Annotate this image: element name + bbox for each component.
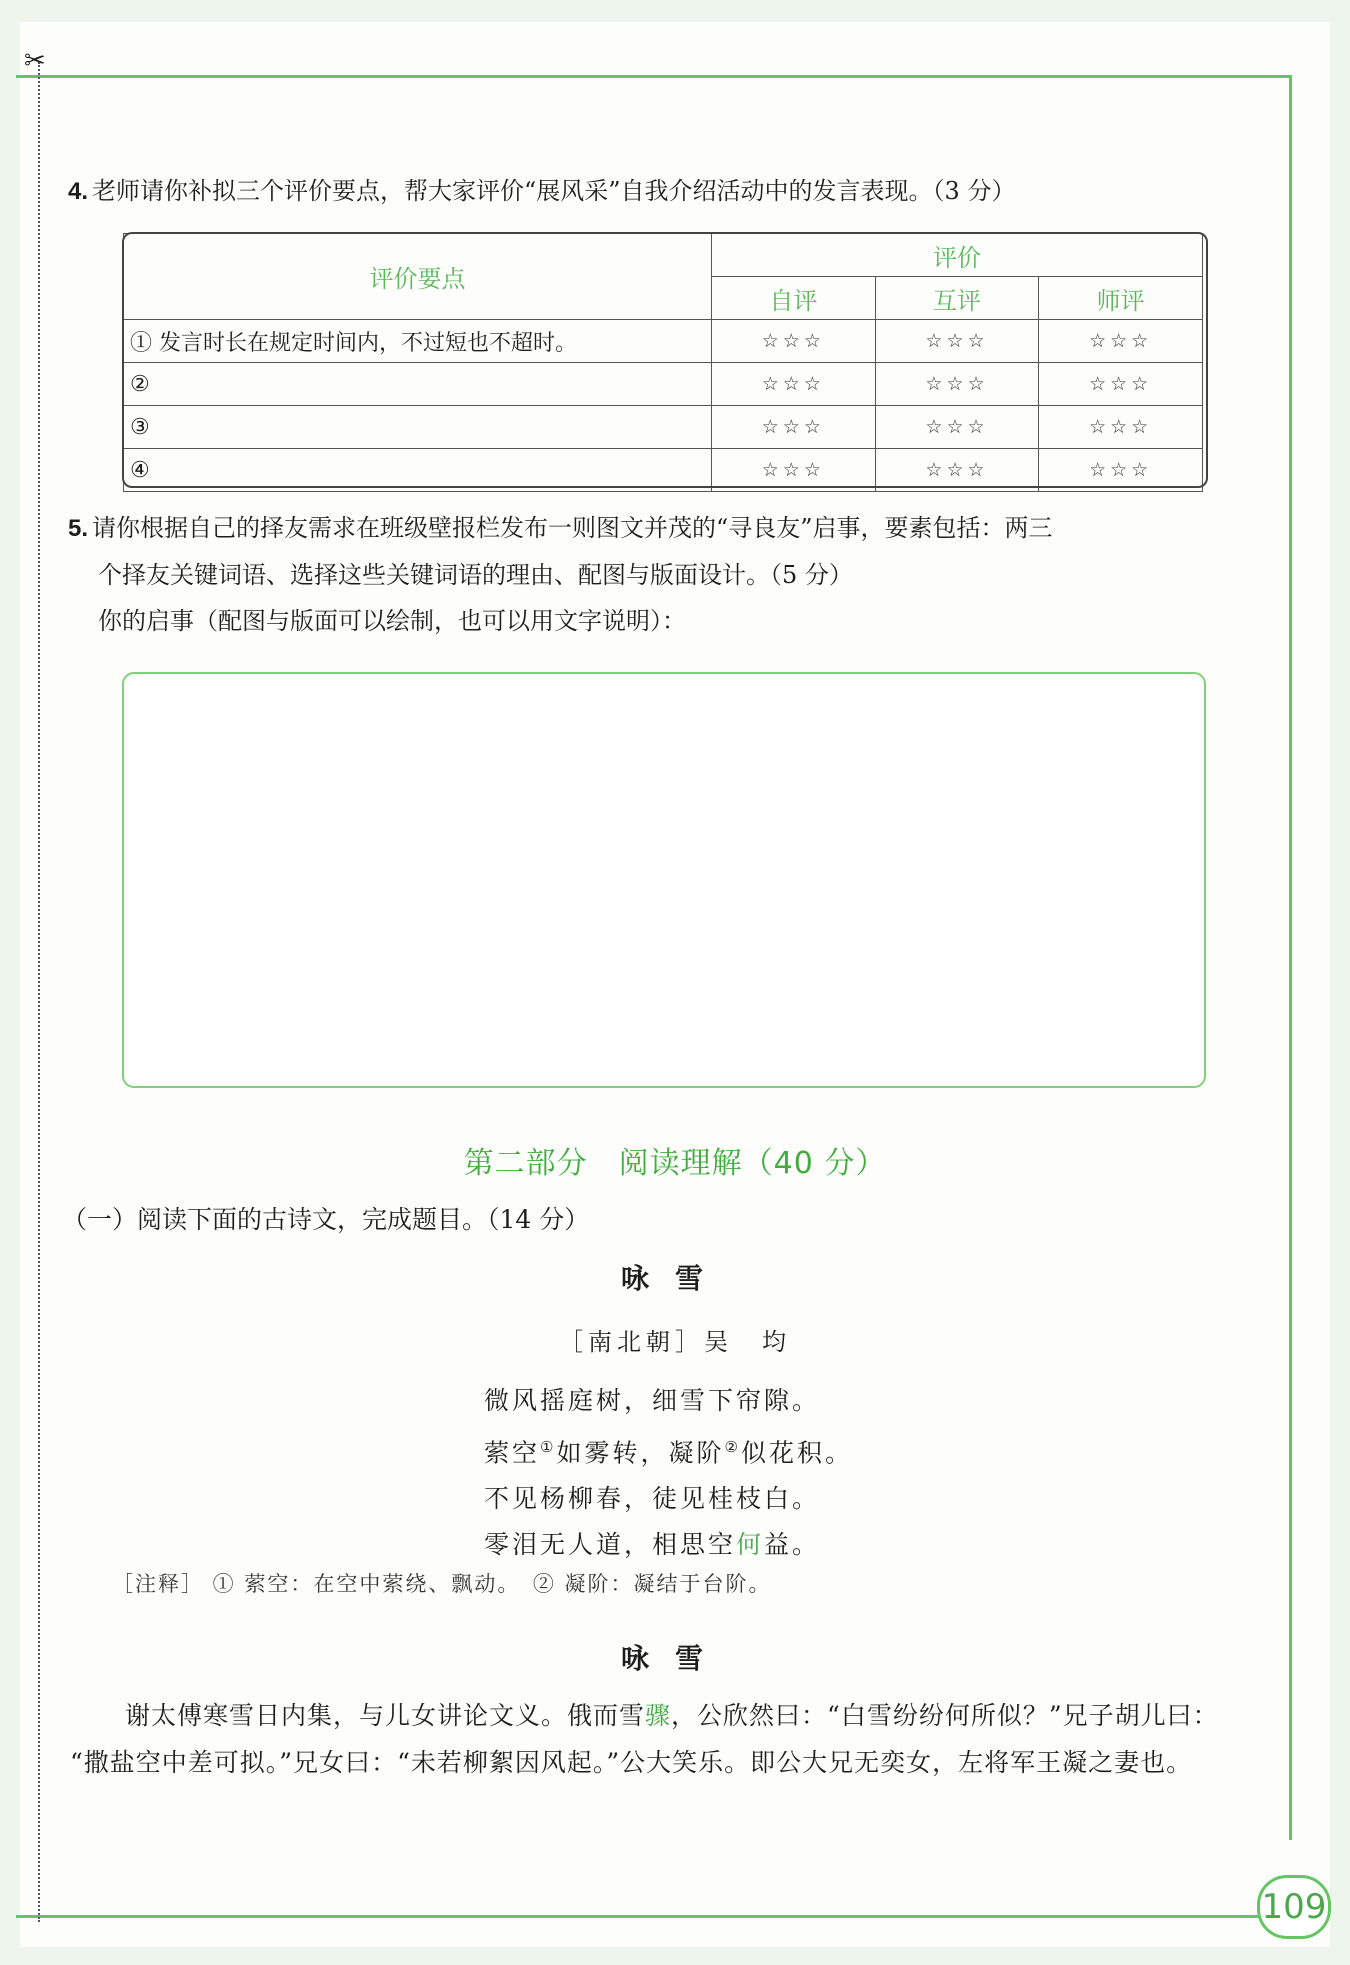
table-row bbox=[124, 320, 1203, 363]
star-rating[interactable]: ☆☆☆ bbox=[875, 320, 1039, 363]
section-title: 第二部分 阅读理解（40 分） bbox=[463, 1146, 887, 1181]
poem-body bbox=[484, 1378, 853, 1568]
star-rating[interactable]: ☆☆☆ bbox=[712, 406, 876, 449]
eval-point-cell[interactable]: ② bbox=[124, 363, 712, 406]
star-rating[interactable]: ☆☆☆ bbox=[1039, 449, 1203, 492]
question-text-line2: 个择友关键词语、选择这些关键词语的理由、配图与版面设计。（5 分） bbox=[98, 561, 853, 589]
header-self: 自评 bbox=[712, 277, 876, 320]
eval-point-cell[interactable]: ④ bbox=[124, 449, 712, 492]
header-eval: 评价 bbox=[712, 234, 1203, 277]
poem-line: 零泪无人道，相思空何益。 bbox=[484, 1530, 821, 1560]
eval-point-cell[interactable]: ① 发言时长在规定时间内，不过短也不超时。 bbox=[124, 320, 712, 363]
star-rating[interactable]: ☆☆☆ bbox=[1039, 406, 1203, 449]
frame-top-line bbox=[16, 75, 1292, 78]
frame-bottom-line bbox=[16, 1915, 1316, 1918]
frame-right-line bbox=[1289, 75, 1292, 1840]
scissors-icon: ✂ bbox=[24, 46, 46, 76]
poem-annotation: ［注释］ ① 萦空：在空中萦绕、飘动。 ② 凝阶：凝结于台阶。 bbox=[112, 1572, 772, 1596]
prose-title: 咏雪 bbox=[620, 1642, 729, 1675]
table-row bbox=[124, 406, 1203, 449]
header-teacher: 师评 bbox=[1039, 277, 1203, 320]
notice-answer-box[interactable] bbox=[122, 672, 1206, 1088]
header-peer: 互评 bbox=[875, 277, 1039, 320]
question-5 bbox=[68, 505, 1053, 644]
question-number: 5. bbox=[68, 515, 89, 542]
poem-line: 不见杨柳春，徒见桂枝白。 bbox=[484, 1484, 821, 1514]
star-rating[interactable]: ☆☆☆ bbox=[875, 406, 1039, 449]
evaluation-table bbox=[123, 233, 1203, 492]
question-text: 老师请你补拟三个评价要点，帮大家评价“展风采”自我介绍活动中的发言表现。（3 分） bbox=[92, 177, 1016, 205]
poem-line: 萦空①如雾转，凝阶②似花积。 bbox=[484, 1438, 853, 1468]
table-row bbox=[124, 363, 1203, 406]
star-rating[interactable]: ☆☆☆ bbox=[1039, 363, 1203, 406]
highlighted-char: 何 bbox=[736, 1530, 765, 1560]
prose-line: “撒盐空中差可拟。”兄女曰：“未若柳絮因风起。”公大笑乐。即公大兄无奕女，左将军王凝之妻也。 bbox=[70, 1748, 1193, 1777]
star-rating[interactable]: ☆☆☆ bbox=[712, 320, 876, 363]
star-rating[interactable]: ☆☆☆ bbox=[875, 363, 1039, 406]
table-row bbox=[124, 449, 1203, 492]
question-text-line1: 请你根据自己的择友需求在班级壁报栏发布一则图文并茂的“寻良友”启事，要素包括：两三 bbox=[92, 514, 1053, 542]
poem-author: ［南北朝］吴 均 bbox=[559, 1328, 791, 1356]
prose-line: 谢太傅寒雪日内集，与儿女讲论文义。俄而雪骤，公欣然曰：“白雪纷纷何所似？”兄子胡儿曰： bbox=[125, 1701, 1219, 1730]
star-rating[interactable]: ☆☆☆ bbox=[712, 363, 876, 406]
poem-line: 微风摇庭树，细雪下帘隙。 bbox=[484, 1386, 821, 1415]
star-rating[interactable]: ☆☆☆ bbox=[875, 449, 1039, 492]
star-rating[interactable]: ☆☆☆ bbox=[712, 449, 876, 492]
question-text-line3: 你的启事（配图与版面可以绘制，也可以用文字说明）： bbox=[98, 607, 686, 635]
footnote-marker: ② bbox=[724, 1438, 741, 1456]
highlighted-char: 骤 bbox=[645, 1701, 672, 1730]
page-number: 109 bbox=[1257, 1875, 1331, 1939]
question-4 bbox=[68, 168, 1015, 215]
footnote-marker: ① bbox=[540, 1438, 557, 1456]
question-number: 4. bbox=[68, 178, 89, 205]
sub-question: （一）阅读下面的古诗文，完成题目。（14 分） bbox=[62, 1205, 590, 1234]
star-rating[interactable]: ☆☆☆ bbox=[1039, 320, 1203, 363]
eval-point-cell[interactable]: ③ bbox=[124, 406, 712, 449]
poem-title: 咏雪 bbox=[620, 1262, 729, 1295]
header-eval-point: 评价要点 bbox=[124, 234, 712, 320]
prose-body bbox=[70, 1692, 1265, 1786]
